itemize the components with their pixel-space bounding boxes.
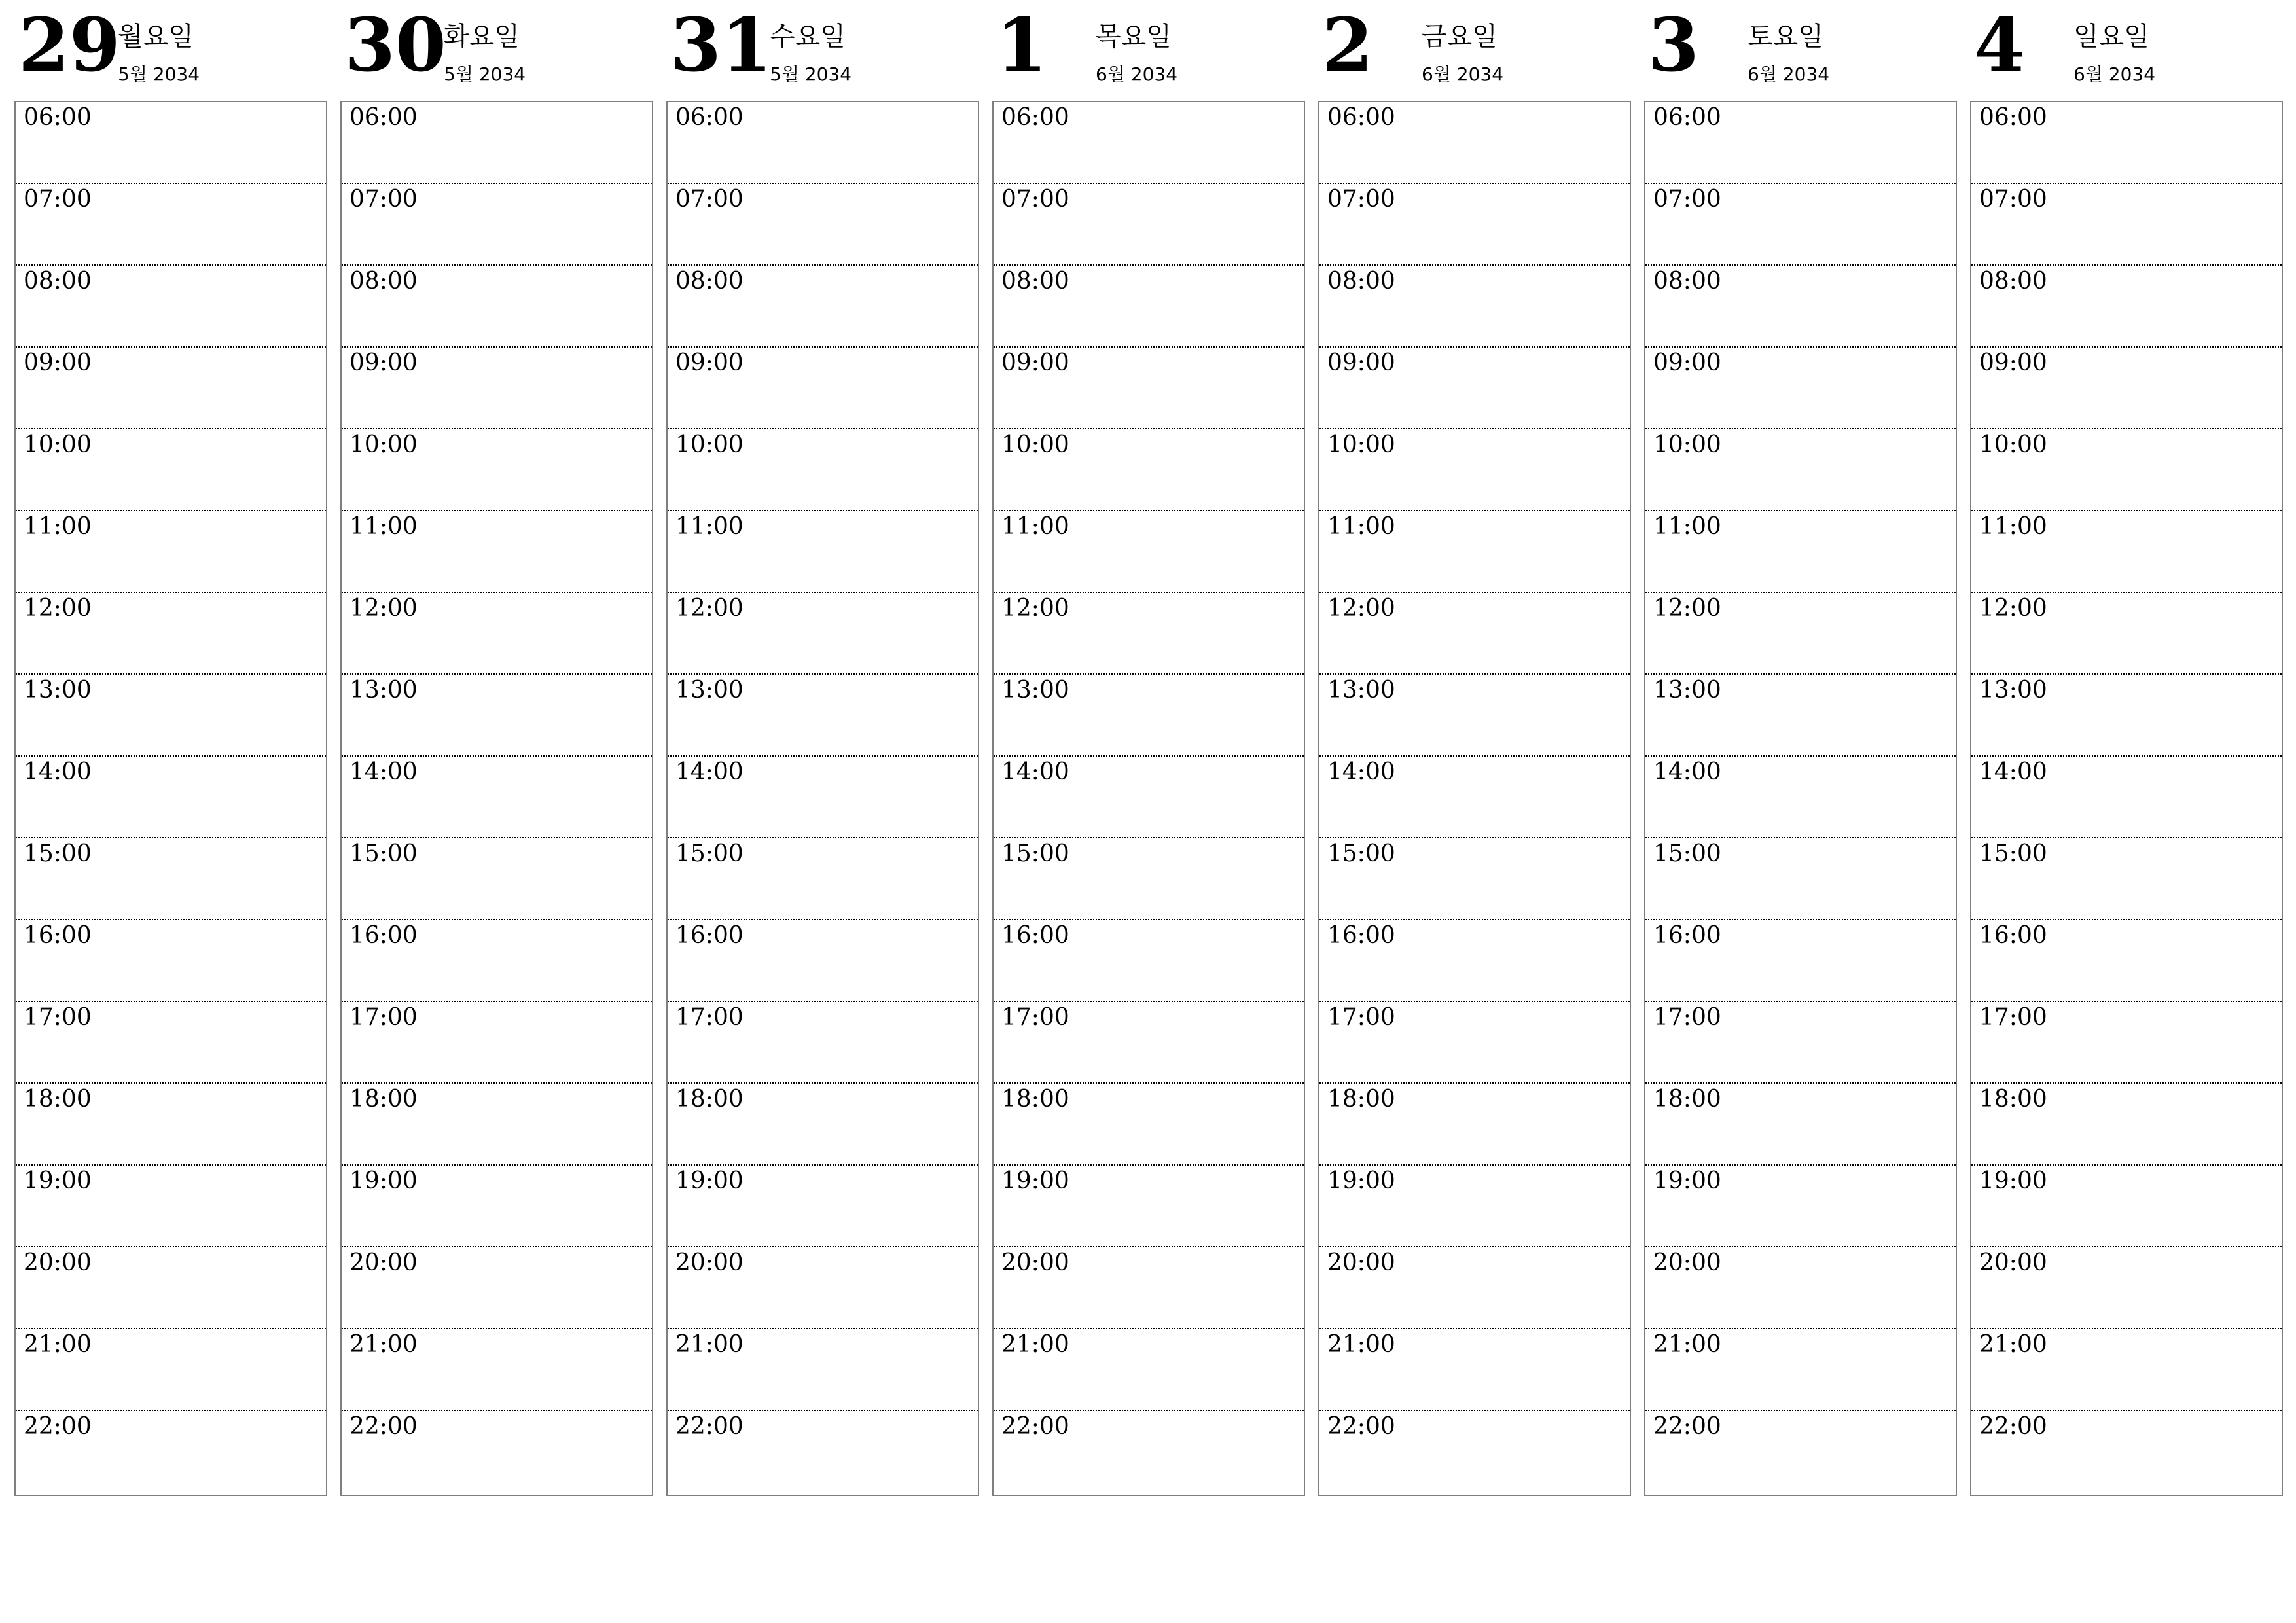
time-slot-label: 19:00: [1327, 1168, 1395, 1194]
month-year-label: 5월 2034: [770, 63, 852, 85]
time-slot[interactable]: [1971, 102, 2282, 184]
time-slot[interactable]: [994, 920, 1304, 1002]
time-slot-label: 13:00: [675, 677, 744, 704]
time-slot[interactable]: [16, 102, 326, 184]
time-slot[interactable]: [16, 1002, 326, 1084]
day-header: [1644, 0, 1957, 98]
time-slot[interactable]: [1319, 511, 1630, 593]
time-slot-label: 22:00: [1001, 1413, 1069, 1440]
time-slot[interactable]: [1971, 511, 2282, 593]
time-slot[interactable]: [342, 348, 652, 429]
time-slot-label: 19:00: [675, 1168, 744, 1194]
time-slot-label: 12:00: [675, 595, 744, 622]
time-slot[interactable]: [668, 1411, 978, 1495]
time-slot[interactable]: [1971, 1166, 2282, 1247]
time-slot[interactable]: [1319, 348, 1630, 429]
time-slot-label: 13:00: [1653, 677, 1721, 704]
time-slot-label: 18:00: [24, 1086, 92, 1113]
time-slot-label: 14:00: [1653, 758, 1721, 785]
time-slot[interactable]: [1319, 838, 1630, 920]
time-slot-label: 16:00: [675, 922, 744, 949]
month-year-label: 6월 2034: [1748, 63, 1830, 85]
time-slot[interactable]: [994, 348, 1304, 429]
time-slot-label: 16:00: [350, 922, 418, 949]
time-slot[interactable]: [342, 266, 652, 348]
time-slot-label: 22:00: [24, 1413, 92, 1440]
day-header: [14, 0, 327, 98]
time-slot[interactable]: [994, 429, 1304, 511]
time-slot-label: 14:00: [1327, 758, 1395, 785]
time-slot-label: 15:00: [675, 840, 744, 867]
month-year-label: 6월 2034: [1096, 63, 1178, 85]
time-slot[interactable]: [16, 675, 326, 757]
time-slot-label: 08:00: [1979, 268, 2047, 294]
time-slot[interactable]: [342, 102, 652, 184]
time-slot-label: 06:00: [1001, 104, 1069, 131]
time-slot[interactable]: [342, 1166, 652, 1247]
time-slot-label: 10:00: [1327, 431, 1395, 458]
time-slot[interactable]: [668, 102, 978, 184]
time-slot-label: 10:00: [350, 431, 418, 458]
time-slot-label: 22:00: [675, 1413, 744, 1440]
time-slot[interactable]: [1645, 1411, 1956, 1495]
day-schedule-box: [1318, 101, 1631, 1496]
time-slot[interactable]: [16, 348, 326, 429]
time-slot-label: 11:00: [1327, 513, 1395, 540]
time-slot-label: 08:00: [1327, 268, 1395, 294]
time-slot[interactable]: [1319, 1247, 1630, 1329]
day-number: 30: [344, 3, 446, 88]
time-slot-label: 13:00: [1327, 677, 1395, 704]
weekday-label: 수요일: [770, 22, 846, 52]
time-slot[interactable]: [1319, 920, 1630, 1002]
time-slot[interactable]: [1971, 1002, 2282, 1084]
time-slot-label: 07:00: [24, 186, 92, 213]
day-schedule-box: [1644, 101, 1957, 1496]
time-slot-label: 17:00: [675, 1004, 744, 1031]
time-slot[interactable]: [342, 429, 652, 511]
time-slot[interactable]: [1645, 429, 1956, 511]
time-slot[interactable]: [1319, 184, 1630, 266]
time-slot[interactable]: [16, 1166, 326, 1247]
time-slot-label: 11:00: [1979, 513, 2047, 540]
time-slot[interactable]: [16, 757, 326, 838]
time-slot-label: 19:00: [1001, 1168, 1069, 1194]
time-slot-label: 09:00: [1001, 349, 1069, 376]
time-slot[interactable]: [994, 1329, 1304, 1411]
time-slot-label: 08:00: [1653, 268, 1721, 294]
time-slot-label: 10:00: [675, 431, 744, 458]
time-slot-label: 14:00: [675, 758, 744, 785]
day-header: [992, 0, 1305, 98]
time-slot[interactable]: [1645, 920, 1956, 1002]
time-slot-label: 18:00: [1327, 1086, 1395, 1113]
time-slot-label: 07:00: [350, 186, 418, 213]
day-schedule-box: [14, 101, 327, 1496]
time-slot[interactable]: [342, 593, 652, 675]
day-schedule-box: [992, 101, 1305, 1496]
time-slot-label: 17:00: [1979, 1004, 2047, 1031]
day-schedule-box: [666, 101, 979, 1496]
time-slot-label: 10:00: [1979, 431, 2047, 458]
time-slot[interactable]: [668, 429, 978, 511]
time-slot-label: 19:00: [350, 1168, 418, 1194]
time-slot[interactable]: [1645, 266, 1956, 348]
time-slot-label: 07:00: [1979, 186, 2047, 213]
time-slot[interactable]: [668, 1002, 978, 1084]
time-slot-label: 20:00: [1979, 1249, 2047, 1276]
time-slot[interactable]: [1319, 1166, 1630, 1247]
day-header: [1318, 0, 1631, 98]
time-slot-label: 21:00: [1001, 1331, 1069, 1358]
time-slot[interactable]: [16, 1247, 326, 1329]
time-slot[interactable]: [1971, 429, 2282, 511]
time-slot-label: 10:00: [1653, 431, 1721, 458]
time-slot[interactable]: [1645, 1002, 1956, 1084]
time-slot-label: 06:00: [1653, 104, 1721, 131]
time-slot-label: 11:00: [24, 513, 92, 540]
time-slot[interactable]: [1319, 757, 1630, 838]
time-slot[interactable]: [16, 920, 326, 1002]
time-slot-label: 16:00: [1653, 922, 1721, 949]
time-slot[interactable]: [342, 184, 652, 266]
time-slot[interactable]: [16, 184, 326, 266]
time-slot[interactable]: [1319, 1411, 1630, 1495]
time-slot-label: 12:00: [24, 595, 92, 622]
time-slot-label: 20:00: [350, 1249, 418, 1276]
time-slot-label: 22:00: [1327, 1413, 1395, 1440]
time-slot-label: 08:00: [350, 268, 418, 294]
time-slot-label: 07:00: [1653, 186, 1721, 213]
time-slot-label: 18:00: [1001, 1086, 1069, 1113]
time-slot[interactable]: [668, 184, 978, 266]
time-slot-label: 13:00: [350, 677, 418, 704]
time-slot[interactable]: [1319, 593, 1630, 675]
time-slot-label: 15:00: [1979, 840, 2047, 867]
time-slot-label: 15:00: [1327, 840, 1395, 867]
time-slot-label: 15:00: [1653, 840, 1721, 867]
time-slot-label: 07:00: [675, 186, 744, 213]
time-slot[interactable]: [342, 757, 652, 838]
time-slot[interactable]: [1319, 1002, 1630, 1084]
time-slot-label: 22:00: [350, 1413, 418, 1440]
time-slot[interactable]: [1319, 102, 1630, 184]
time-slot[interactable]: [994, 675, 1304, 757]
time-slot-label: 08:00: [24, 268, 92, 294]
time-slot[interactable]: [342, 920, 652, 1002]
time-slot[interactable]: [1645, 511, 1956, 593]
time-slot[interactable]: [1645, 1084, 1956, 1166]
time-slot-label: 12:00: [1001, 595, 1069, 622]
time-slot-label: 21:00: [1327, 1331, 1395, 1358]
time-slot[interactable]: [1645, 838, 1956, 920]
time-slot-label: 22:00: [1653, 1413, 1721, 1440]
time-slot[interactable]: [16, 266, 326, 348]
day-number: 3: [1648, 3, 1699, 88]
time-slot[interactable]: [16, 838, 326, 920]
time-slot-label: 15:00: [24, 840, 92, 867]
time-slot[interactable]: [994, 266, 1304, 348]
time-slot[interactable]: [668, 1166, 978, 1247]
weekday-label: 화요일: [444, 22, 520, 52]
time-slot-label: 20:00: [1001, 1249, 1069, 1276]
time-slot-label: 18:00: [675, 1086, 744, 1113]
time-slot[interactable]: [1645, 757, 1956, 838]
time-slot-label: 14:00: [1001, 758, 1069, 785]
time-slot-label: 16:00: [1327, 922, 1395, 949]
time-slot[interactable]: [668, 920, 978, 1002]
time-slot[interactable]: [668, 593, 978, 675]
time-slot-label: 20:00: [1327, 1249, 1395, 1276]
time-slot-label: 06:00: [350, 104, 418, 131]
time-slot-label: 08:00: [1001, 268, 1069, 294]
time-slot[interactable]: [1971, 838, 2282, 920]
time-slot-label: 16:00: [24, 922, 92, 949]
time-slot[interactable]: [1645, 184, 1956, 266]
time-slot[interactable]: [994, 1247, 1304, 1329]
time-slot[interactable]: [668, 838, 978, 920]
time-slot-label: 09:00: [1653, 349, 1721, 376]
time-slot-label: 06:00: [1327, 104, 1395, 131]
time-slot[interactable]: [1971, 1084, 2282, 1166]
time-slot[interactable]: [1645, 1329, 1956, 1411]
time-slot-label: 17:00: [1327, 1004, 1395, 1031]
time-slot-label: 19:00: [24, 1168, 92, 1194]
time-slot[interactable]: [342, 1329, 652, 1411]
weekday-label: 토요일: [1748, 22, 1823, 52]
weekday-label: 일요일: [2073, 22, 2149, 52]
time-slot[interactable]: [1971, 1329, 2282, 1411]
time-slot[interactable]: [1645, 348, 1956, 429]
time-slot-label: 11:00: [675, 513, 744, 540]
time-slot[interactable]: [994, 102, 1304, 184]
time-slot-label: 20:00: [24, 1249, 92, 1276]
time-slot[interactable]: [668, 1084, 978, 1166]
time-slot[interactable]: [668, 1329, 978, 1411]
weekday-label: 금요일: [1422, 22, 1498, 52]
time-slot-label: 21:00: [24, 1331, 92, 1358]
time-slot-label: 13:00: [1979, 677, 2047, 704]
time-slot[interactable]: [1971, 266, 2282, 348]
time-slot[interactable]: [1645, 675, 1956, 757]
time-slot[interactable]: [1971, 920, 2282, 1002]
time-slot-label: 16:00: [1979, 922, 2047, 949]
time-slot-label: 18:00: [1979, 1086, 2047, 1113]
time-slot[interactable]: [1319, 1084, 1630, 1166]
time-slot[interactable]: [1971, 348, 2282, 429]
time-slot-label: 09:00: [350, 349, 418, 376]
day-header: [1970, 0, 2283, 98]
day-number: 31: [670, 3, 772, 88]
time-slot-label: 21:00: [1979, 1331, 2047, 1358]
time-slot[interactable]: [668, 675, 978, 757]
time-slot-label: 11:00: [350, 513, 418, 540]
time-slot[interactable]: [16, 429, 326, 511]
time-slot[interactable]: [668, 348, 978, 429]
time-slot-label: 21:00: [350, 1331, 418, 1358]
day-header: [340, 0, 653, 98]
time-slot[interactable]: [1971, 675, 2282, 757]
day-number: 29: [18, 3, 120, 88]
time-slot-label: 17:00: [350, 1004, 418, 1031]
time-slot[interactable]: [994, 511, 1304, 593]
time-slot[interactable]: [994, 593, 1304, 675]
month-year-label: 5월 2034: [118, 63, 200, 85]
time-slot-label: 21:00: [675, 1331, 744, 1358]
time-slot-label: 13:00: [24, 677, 92, 704]
time-slot-label: 17:00: [24, 1004, 92, 1031]
time-slot[interactable]: [668, 1247, 978, 1329]
time-slot-label: 07:00: [1001, 186, 1069, 213]
day-schedule-box: [340, 101, 653, 1496]
time-slot[interactable]: [16, 1084, 326, 1166]
time-slot[interactable]: [668, 757, 978, 838]
time-slot[interactable]: [994, 1084, 1304, 1166]
time-slot[interactable]: [1971, 184, 2282, 266]
time-slot-label: 09:00: [1327, 349, 1395, 376]
month-year-label: 5월 2034: [444, 63, 526, 85]
time-slot[interactable]: [16, 1329, 326, 1411]
time-slot-label: 12:00: [350, 595, 418, 622]
time-slot-label: 08:00: [675, 268, 744, 294]
time-slot-label: 20:00: [675, 1249, 744, 1276]
month-year-label: 6월 2034: [2073, 63, 2156, 85]
time-slot[interactable]: [994, 1411, 1304, 1495]
time-slot[interactable]: [1645, 1247, 1956, 1329]
time-slot-label: 15:00: [1001, 840, 1069, 867]
time-slot[interactable]: [1319, 429, 1630, 511]
time-slot[interactable]: [1645, 593, 1956, 675]
time-slot-label: 10:00: [24, 431, 92, 458]
day-number: 4: [1974, 3, 2025, 88]
time-slot-label: 06:00: [24, 104, 92, 131]
time-slot[interactable]: [1319, 1329, 1630, 1411]
day-header: [666, 0, 979, 98]
time-slot-label: 15:00: [350, 840, 418, 867]
time-slot[interactable]: [994, 1002, 1304, 1084]
time-slot-label: 14:00: [24, 758, 92, 785]
time-slot[interactable]: [668, 511, 978, 593]
time-slot[interactable]: [994, 184, 1304, 266]
time-slot[interactable]: [16, 1411, 326, 1495]
time-slot-label: 22:00: [1979, 1413, 2047, 1440]
time-slot[interactable]: [1971, 1247, 2282, 1329]
time-slot-label: 06:00: [675, 104, 744, 131]
time-slot[interactable]: [1645, 102, 1956, 184]
time-slot-label: 18:00: [350, 1086, 418, 1113]
time-slot-label: 19:00: [1979, 1168, 2047, 1194]
time-slot-label: 11:00: [1001, 513, 1069, 540]
time-slot[interactable]: [342, 675, 652, 757]
day-number: 2: [1322, 3, 1373, 88]
time-slot[interactable]: [1971, 1411, 2282, 1495]
time-slot-label: 16:00: [1001, 922, 1069, 949]
day-schedule-box: [1970, 101, 2283, 1496]
weekday-label: 월요일: [118, 22, 194, 52]
time-slot-label: 09:00: [675, 349, 744, 376]
time-slot-label: 18:00: [1653, 1086, 1721, 1113]
time-slot-label: 19:00: [1653, 1168, 1721, 1194]
time-slot[interactable]: [994, 1166, 1304, 1247]
time-slot[interactable]: [342, 1411, 652, 1495]
time-slot-label: 09:00: [1979, 349, 2047, 376]
time-slot-label: 17:00: [1653, 1004, 1721, 1031]
time-slot-label: 14:00: [350, 758, 418, 785]
day-number: 1: [996, 3, 1047, 88]
time-slot-label: 20:00: [1653, 1249, 1721, 1276]
time-slot-label: 11:00: [1653, 513, 1721, 540]
weekday-label: 목요일: [1096, 22, 1172, 52]
time-slot[interactable]: [16, 593, 326, 675]
time-slot-label: 17:00: [1001, 1004, 1069, 1031]
time-slot-label: 13:00: [1001, 677, 1069, 704]
time-slot-label: 14:00: [1979, 758, 2047, 785]
time-slot[interactable]: [342, 511, 652, 593]
time-slot[interactable]: [668, 266, 978, 348]
time-slot-label: 12:00: [1979, 595, 2047, 622]
time-slot[interactable]: [342, 1084, 652, 1166]
time-slot-label: 09:00: [24, 349, 92, 376]
time-slot[interactable]: [1319, 675, 1630, 757]
time-slot[interactable]: [1319, 266, 1630, 348]
time-slot[interactable]: [1971, 593, 2282, 675]
time-slot-label: 07:00: [1327, 186, 1395, 213]
time-slot[interactable]: [1645, 1166, 1956, 1247]
time-slot[interactable]: [994, 838, 1304, 920]
time-slot[interactable]: [1971, 757, 2282, 838]
time-slot[interactable]: [342, 1247, 652, 1329]
month-year-label: 6월 2034: [1422, 63, 1504, 85]
time-slot-label: 10:00: [1001, 431, 1069, 458]
time-slot-label: 06:00: [1979, 104, 2047, 131]
time-slot-label: 12:00: [1653, 595, 1721, 622]
time-slot-label: 21:00: [1653, 1331, 1721, 1358]
time-slot[interactable]: [342, 838, 652, 920]
time-slot[interactable]: [16, 511, 326, 593]
time-slot[interactable]: [994, 757, 1304, 838]
time-slot[interactable]: [342, 1002, 652, 1084]
time-slot-label: 12:00: [1327, 595, 1395, 622]
